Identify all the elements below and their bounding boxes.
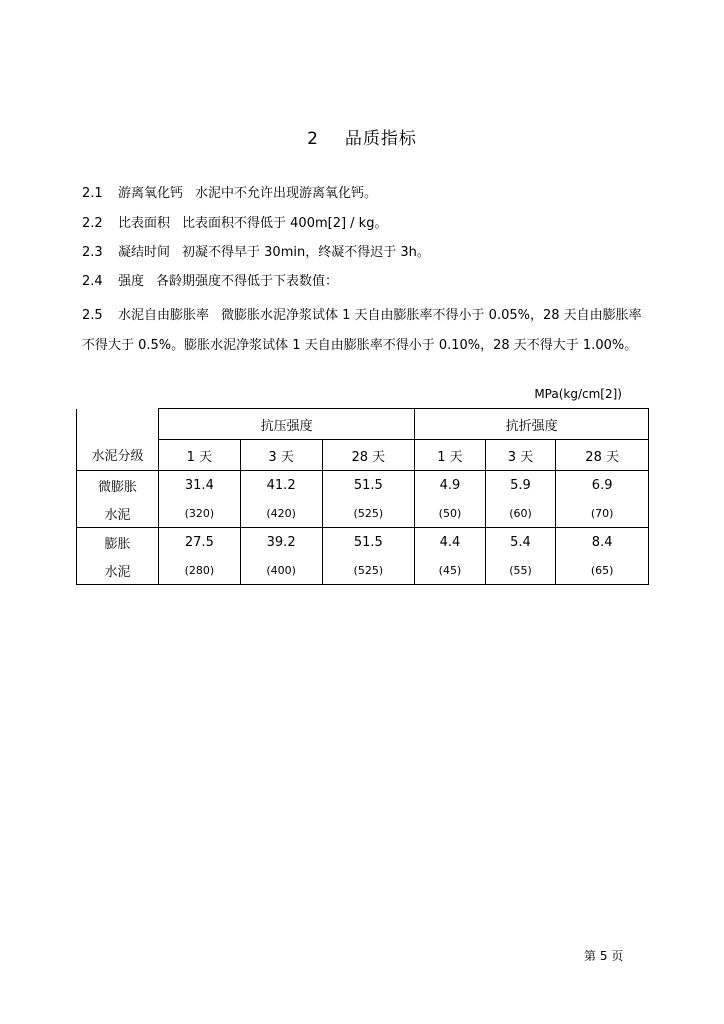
value-cell: 27.5 — [159, 528, 241, 557]
value-cell: 8.4 — [556, 528, 649, 557]
value-cell: (45) — [415, 556, 486, 585]
value-cell: 41.2 — [240, 471, 322, 500]
cement-type-label: 水泥 — [77, 556, 159, 585]
age-header: 28 天 — [322, 440, 415, 471]
value-cell: (55) — [485, 556, 556, 585]
item-index: 2.2 — [82, 216, 103, 231]
item-heading: 水泥自由膨胀率 — [118, 308, 210, 323]
item-2-1 — [82, 184, 642, 203]
table-row-expansive-mpa — [77, 528, 649, 557]
value-cell: (65) — [556, 556, 649, 585]
age-header: 1 天 — [415, 440, 486, 471]
blank-header-cell — [77, 409, 159, 440]
value-cell: (320) — [159, 499, 241, 528]
item-heading: 游离氧化钙 — [118, 186, 184, 201]
age-header: 28 天 — [556, 440, 649, 471]
value-cell: (50) — [415, 499, 486, 528]
age-header: 3 天 — [240, 440, 322, 471]
item-2-3 — [82, 243, 642, 262]
table-row-micro-expansive-kg — [77, 499, 649, 528]
value-cell: 51.5 — [322, 471, 415, 500]
item-heading: 比表面积 — [118, 216, 171, 231]
compressive-strength-header: 抗压强度 — [159, 409, 415, 440]
page-number: 第 5 页 — [584, 949, 624, 963]
value-cell: 5.4 — [485, 528, 556, 557]
item-text: 水泥中不允许出现游离氧化钙。 — [195, 186, 378, 201]
value-cell: (70) — [556, 499, 649, 528]
flexural-strength-header: 抗折强度 — [415, 409, 649, 440]
value-cell: 4.9 — [415, 471, 486, 500]
item-2-5 — [82, 301, 644, 361]
table-row-expansive-kg — [77, 556, 649, 585]
age-header: 1 天 — [159, 440, 241, 471]
section-title-text: 品质指标 — [344, 129, 417, 149]
item-2-4 — [82, 272, 642, 291]
item-text: 比表面积不得低于 400m[2] / kg。 — [182, 216, 388, 231]
item-2-2 — [82, 214, 642, 233]
table-age-header-row — [77, 440, 649, 471]
value-cell: (400) — [240, 556, 322, 585]
value-cell: (280) — [159, 556, 241, 585]
value-cell: (420) — [240, 499, 322, 528]
section-title — [0, 124, 724, 149]
item-index: 2.3 — [82, 245, 103, 260]
item-index: 2.1 — [82, 186, 103, 201]
value-cell: 4.4 — [415, 528, 486, 557]
value-cell: 5.9 — [485, 471, 556, 500]
value-cell: (60) — [485, 499, 556, 528]
item-text: 微膨胀水泥净浆试体 1 天自由膨胀率不得小于 0.05%，28 天自由膨胀率不得大于 0.5%。膨胀水泥净浆试体 1 天自由膨胀率不得小于 0.10%，28 天不得大于 1.00%。 — [82, 308, 642, 353]
table-unit: MPa(kg/cm[2]) — [534, 387, 622, 401]
item-heading: 强度 — [118, 274, 145, 289]
value-cell: 39.2 — [240, 528, 322, 557]
value-cell: 31.4 — [159, 471, 241, 500]
value-cell: (525) — [322, 499, 415, 528]
item-index: 2.5 — [82, 308, 103, 323]
strength-table — [76, 408, 649, 585]
table-group-header-row — [77, 409, 649, 440]
cement-type-label: 微膨胀 — [77, 471, 159, 500]
cement-type-label: 水泥 — [77, 499, 159, 528]
section-number: 2 — [307, 129, 319, 149]
cement-type-label: 膨胀 — [77, 528, 159, 557]
age-header: 3 天 — [485, 440, 556, 471]
item-index: 2.4 — [82, 274, 103, 289]
cement-grade-header: 水泥分级 — [77, 440, 159, 471]
value-cell: 51.5 — [322, 528, 415, 557]
item-text: 初凝不得早于 30min，终凝不得迟于 3h。 — [182, 245, 430, 260]
value-cell: 6.9 — [556, 471, 649, 500]
table-row-micro-expansive-mpa — [77, 471, 649, 500]
item-text: 各龄期强度不得低于下表数值： — [156, 274, 339, 289]
value-cell: (525) — [322, 556, 415, 585]
item-heading: 凝结时间 — [118, 245, 171, 260]
